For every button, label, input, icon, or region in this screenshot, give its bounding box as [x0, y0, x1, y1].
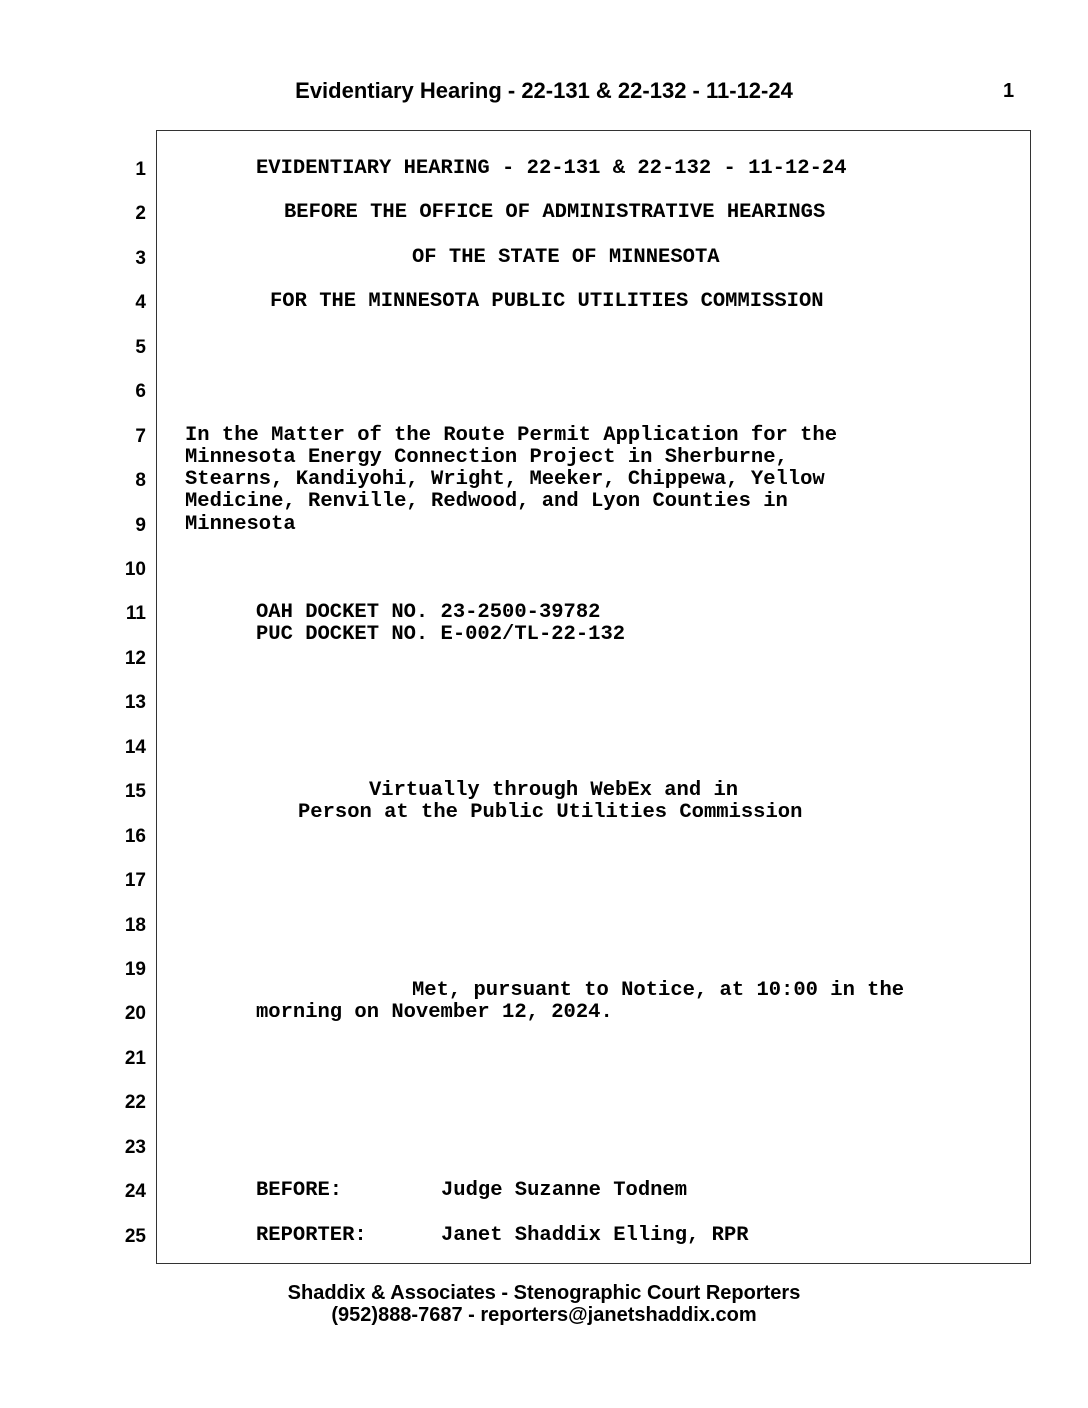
line-number: 5 [135, 337, 146, 358]
convened-line: morning on November 12, 2024. [256, 1001, 613, 1024]
venue-line: Person at the Public Utilities Commission [298, 801, 803, 824]
caption-title-line: EVIDENTIARY HEARING - 22-131 & 22-132 - 11-12-24 [256, 157, 847, 180]
caption-commission-line: FOR THE MINNESOTA PUBLIC UTILITIES COMMISSION [270, 290, 824, 313]
matter-caption-line: Minnesota Energy Connection Project in Sherburne, [185, 446, 788, 469]
convened-line: Met, pursuant to Notice, at 10:00 in the [412, 979, 905, 1002]
footer-contact: (952)888-7687 - reporters@janetshaddix.com [331, 1304, 757, 1326]
reporter-name: Janet Shaddix Elling, RPR [441, 1224, 749, 1247]
line-number: 4 [135, 292, 146, 313]
line-number: 22 [124, 1092, 146, 1113]
line-number: 25 [124, 1226, 146, 1247]
reporter-label: REPORTER: [256, 1224, 367, 1247]
line-number: 6 [135, 381, 146, 402]
caption-state-line: OF THE STATE OF MINNESOTA [412, 246, 720, 269]
matter-caption-line: Medicine, Renville, Redwood, and Lyon Counties in [185, 490, 788, 513]
line-number: 18 [124, 915, 146, 936]
puc-docket-number: PUC DOCKET NO. E-002/TL-22-132 [256, 623, 626, 646]
line-number: 19 [124, 959, 146, 980]
line-number: 23 [124, 1137, 146, 1158]
matter-caption-line: Stearns, Kandiyohi, Wright, Meeker, Chippewa, Yellow [185, 468, 825, 491]
line-number: 24 [124, 1181, 146, 1202]
page-header-title: Evidentiary Hearing - 22-131 & 22-132 - 11-12-24 [295, 78, 793, 103]
line-number: 12 [124, 648, 146, 669]
line-number: 2 [135, 203, 146, 224]
caption-tribunal-line: BEFORE THE OFFICE OF ADMINISTRATIVE HEARINGS [284, 201, 826, 224]
venue-line: Virtually through WebEx and in [369, 779, 739, 802]
line-number: 11 [125, 603, 146, 624]
line-number: 7 [135, 426, 146, 447]
page-number: 1 [1003, 80, 1015, 102]
judge-name: Judge Suzanne Todnem [441, 1179, 688, 1202]
line-number: 16 [124, 826, 146, 847]
line-number: 14 [124, 737, 146, 758]
line-number: 13 [124, 692, 146, 713]
line-number: 1 [135, 159, 146, 180]
line-number: 3 [135, 248, 146, 269]
line-number: 17 [124, 870, 146, 891]
line-number: 9 [135, 515, 146, 536]
matter-caption-line: Minnesota [185, 513, 296, 536]
footer-company: Shaddix & Associates - Stenographic Court Reporters [287, 1282, 801, 1304]
oah-docket-number: OAH DOCKET NO. 23-2500-39782 [256, 601, 601, 624]
line-number: 21 [124, 1048, 146, 1069]
line-number: 10 [124, 559, 146, 580]
matter-caption-line: In the Matter of the Route Permit Application for the [185, 424, 838, 447]
before-label: BEFORE: [256, 1179, 343, 1202]
line-number: 15 [124, 781, 146, 802]
line-number: 8 [135, 470, 146, 491]
line-number: 20 [124, 1003, 146, 1024]
